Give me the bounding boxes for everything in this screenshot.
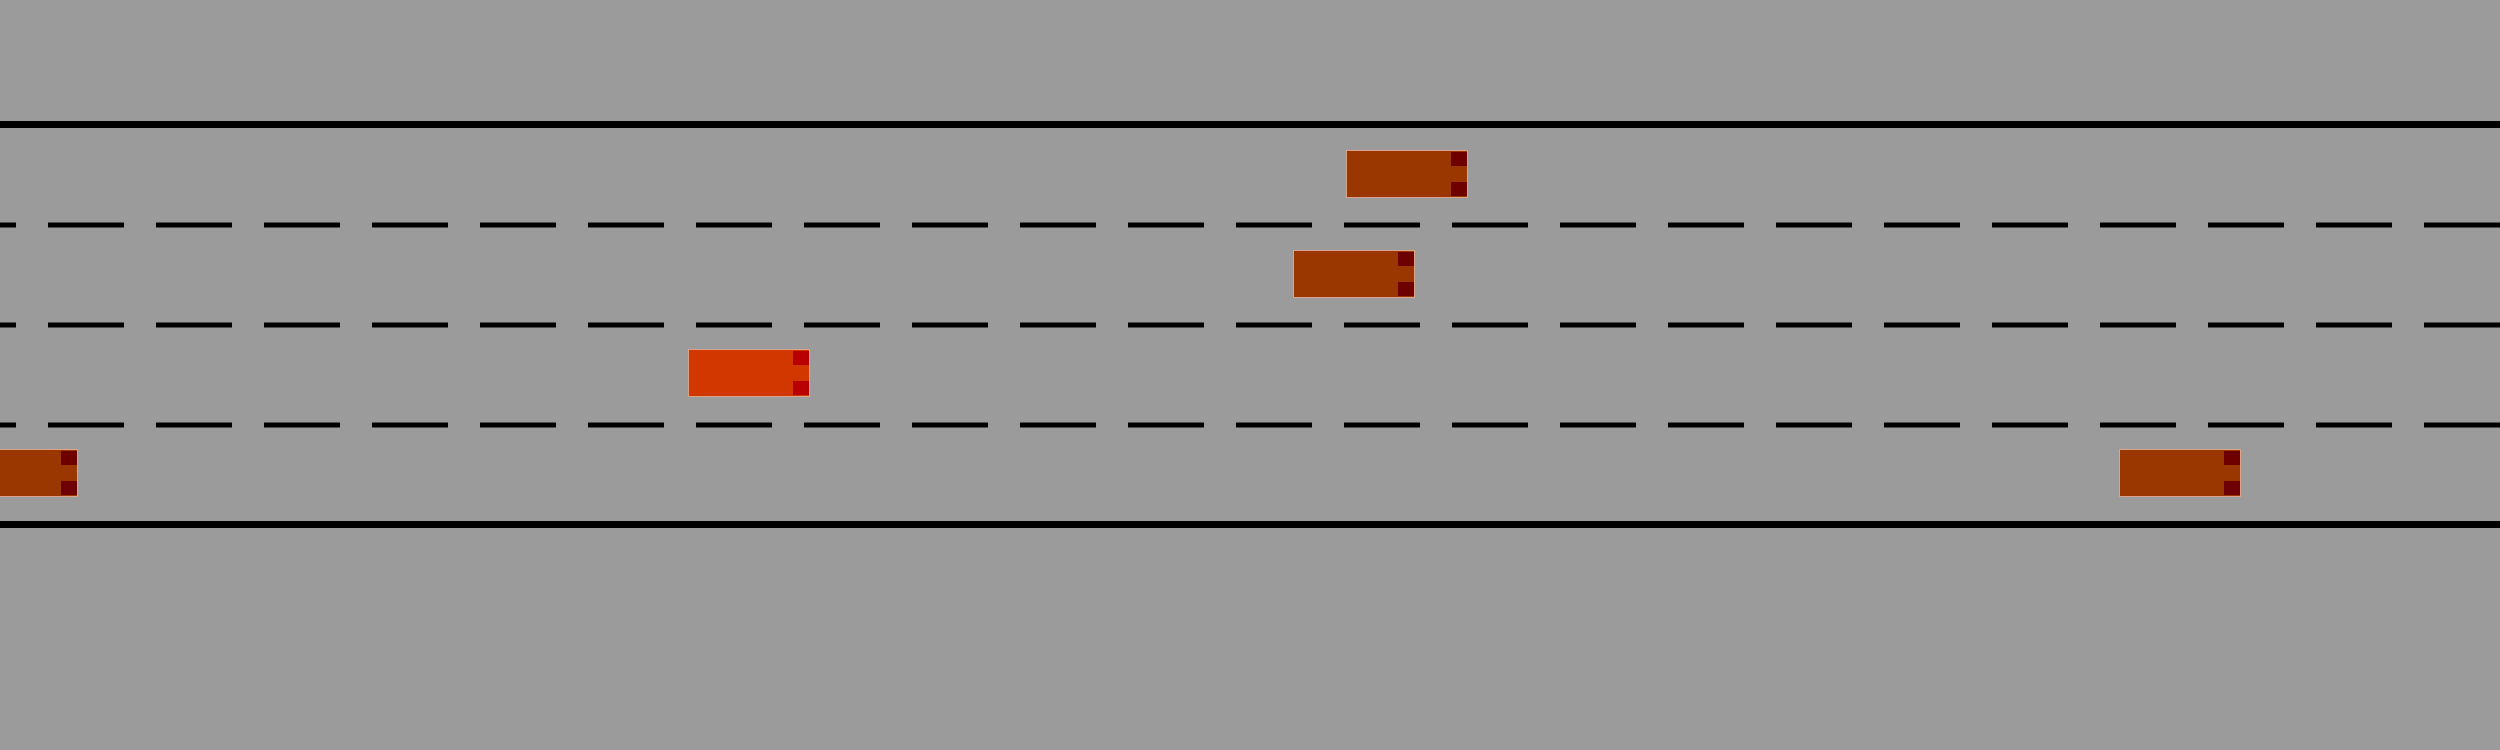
tail-light-bottom — [1398, 282, 1414, 296]
vehicle-lane2 — [1293, 250, 1415, 298]
vehicle-lane4-left — [0, 449, 78, 497]
tail-light-top — [1451, 152, 1467, 166]
vehicle-lane4-right — [2119, 449, 2241, 497]
tail-light-top — [1398, 252, 1414, 266]
vehicle-lane1 — [1346, 150, 1468, 198]
tail-light-bottom — [793, 381, 809, 395]
tail-light-top — [793, 351, 809, 365]
tail-light-bottom — [61, 481, 77, 495]
tail-light-bottom — [2224, 481, 2240, 495]
tail-light-top — [2224, 451, 2240, 465]
ego-vehicle — [688, 349, 810, 397]
tail-light-bottom — [1451, 182, 1467, 196]
tail-light-top — [61, 451, 77, 465]
